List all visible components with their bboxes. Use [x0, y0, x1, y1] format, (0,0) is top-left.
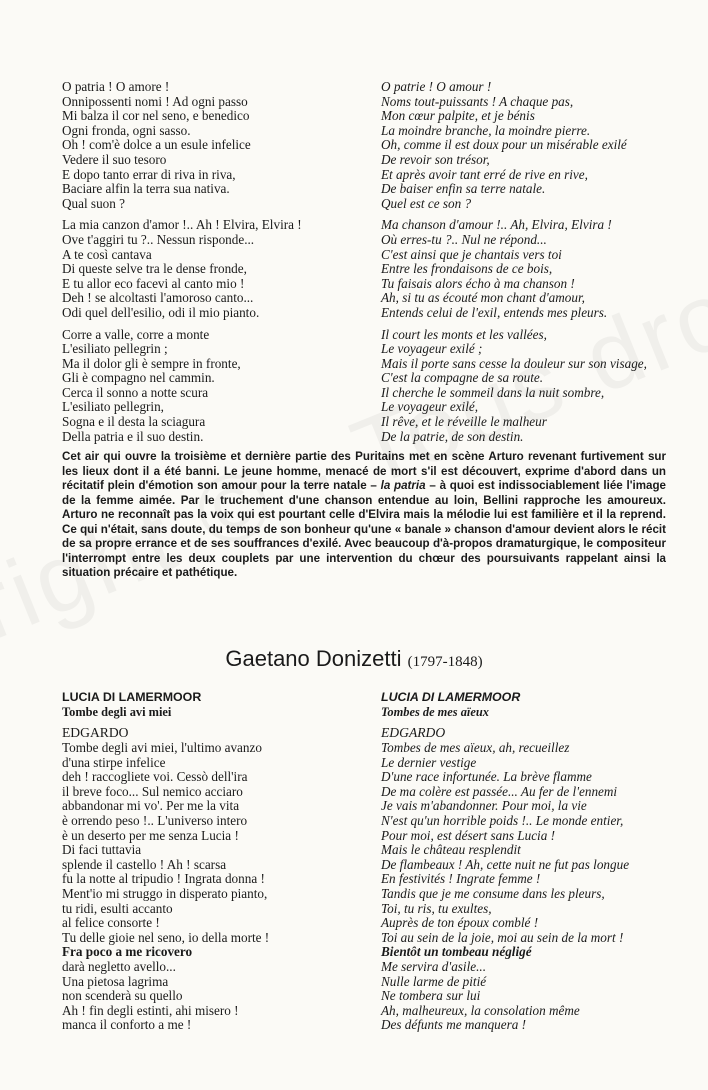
aria-title: Tombes de mes aïeux — [381, 705, 489, 719]
verse-line: Tombe degli avi miei, l'ultimo avanzo — [62, 740, 262, 755]
verse-line: Ma chanson d'amour !.. Ah, Elvira, Elvira ! — [381, 217, 612, 233]
commentary-emphasis: la patria — [380, 479, 426, 492]
verse-line: Je vais m'abandonner. Pour moi, la vie — [381, 798, 587, 814]
lucia-italian-text — [62, 690, 362, 1033]
verse-line: Ah, si tu as écouté mon chant d'amour, — [381, 290, 585, 306]
verse-line: O patria ! O amore ! — [62, 79, 170, 94]
verse-line: Ne tombera sur lui — [381, 988, 481, 1004]
verse-line: manca il conforto a me ! — [62, 1017, 192, 1033]
verse-line: Me servira d'asile... — [381, 958, 487, 974]
verse-line: Tu faisais alors écho à ma chanson ! — [381, 275, 575, 291]
verse-line: D'une race infortunée. La brève flamme — [381, 769, 592, 785]
verse-line: Ah ! fin degli estinti, ahi misero ! — [62, 1002, 239, 1018]
verse-line: Pour moi, est désert sans Lucia ! — [381, 827, 555, 843]
verse-line: Baciare alfin la terra sua nativa. — [62, 181, 230, 197]
verse-line: De la patrie, de son destin. — [381, 428, 524, 444]
verse-line: La moindre branche, la moindre pierre. — [381, 122, 591, 138]
verse-line: Auprès de ton époux comblé ! — [381, 915, 539, 931]
verse-line: Où erres-tu ?.. Nul ne répond... — [381, 231, 547, 247]
verse-line: A te così cantava — [62, 246, 152, 262]
verse-line: Le voyageur exilé ; — [381, 341, 483, 357]
commentary-text: – à quoi est indissociablement liée l'image de la femme aimée. Par le truchement d'une chanson entendue au loin, Bellini rapproche les amoureux. Arturo ne reconnaît pas la voix qui est pourtant celle d'Elvira mais la mélodie lui est familière et il la reprend. Ce qui n'était, sans doute, du temps de son bonheur qu'une « banale » chanson d'amour devient alors le récit de sa propre errance et de ses souffrances d'exilé. Avec beaucoup d'à-propos dramaturgique, le compositeur l'interrompt entre les deux couplets par une intervention du chœur des poursuivants rappelant ainsi la situation précaire et pathétique. — [62, 479, 666, 579]
verse-line: De ma colère est passée... Au fer de l'ennemi — [381, 783, 618, 799]
verse-line: La mia canzon d'amor !.. Ah ! Elvira, Elvira ! — [62, 217, 302, 233]
verse-line: Entends celui de l'exil, entends mes pleurs. — [381, 304, 608, 320]
verse-line: Odi quel dell'esilio, odi il mio pianto. — [62, 304, 260, 320]
verse-line: deh ! raccogliete voi. Cessò dell'ira — [62, 769, 248, 785]
verse-line: Tombes de mes aïeux, ah, recueillez — [381, 740, 570, 755]
verse-line: Sogna e il desta la sciagura — [62, 414, 206, 430]
stanza — [381, 328, 681, 445]
verse-line: Des défunts me manquera ! — [381, 1017, 527, 1033]
stanza — [62, 328, 362, 445]
lucia-french-text — [381, 690, 681, 1033]
verse-line: C'est ainsi que je chantais vers toi — [381, 246, 562, 262]
puritani-italian-text — [62, 80, 362, 451]
verse-line: E dopo tanto errar di riva in riva, — [62, 166, 236, 182]
verse-line: Ove t'aggiri tu ?.. Nessun risponde... — [62, 231, 255, 247]
verse-line: De baiser enfin sa terre natale. — [381, 181, 546, 197]
verse-line: N'est qu'un horrible poids !.. Le monde entier, — [381, 812, 624, 828]
verse-line: Oh, comme il est doux pour un misérable exilé — [381, 137, 627, 153]
verse-line: Nulle larme de pitié — [381, 973, 487, 989]
composer-heading — [0, 646, 708, 672]
verse-line: Gli è compagno nel cammin. — [62, 370, 215, 386]
verse-line: Il cherche le sommeil dans la nuit sombre, — [381, 384, 605, 400]
verse-line: En festivités ! Ingrate femme ! — [381, 871, 541, 887]
opera-title: LUCIA DI LAMERMOOR — [381, 690, 521, 704]
verse-line: Il court les monts et les vallées, — [381, 326, 547, 342]
commentary-paragraph — [62, 450, 666, 581]
verse-line: fu la notte al tripudio ! Ingrata donna ! — [62, 871, 265, 887]
verse-line: Di faci tuttavia — [62, 842, 142, 858]
verse-line: Il rêve, et le réveille le malheur — [381, 414, 547, 430]
stanza — [381, 218, 681, 320]
verse-line: Di queste selve tra le dense fronde, — [62, 261, 247, 277]
verse-line: O patrie ! O amour ! — [381, 79, 492, 94]
verse-line: Vedere il suo tesoro — [62, 151, 167, 167]
verse-line-bold: Bientôt un tombeau négligé — [381, 944, 532, 960]
verse-line: E tu allor eco facevi al canto mio ! — [62, 275, 245, 291]
verse-line: Oh ! com'è dolce a un esule infelice — [62, 137, 251, 153]
verse-line: L'esiliato pellegrin, — [62, 399, 164, 415]
verse-line: Toi, tu ris, tu exultes, — [381, 900, 492, 916]
verse-line: Mais il porte sans cesse la douleur sur son visage, — [381, 355, 647, 371]
verse-line: è un deserto per me senza Lucia ! — [62, 827, 239, 843]
verse-line: al felice consorte ! — [62, 915, 160, 931]
verse-line-bold: Fra poco a me ricovero — [62, 944, 193, 960]
commentary-text: Cet air qui ouvre la troisième et dernière partie des Puritains met en scène Arturo revenant furtivement sur les lieux dont il a été banni. Le jeune homme, menacé de mort s'il est découvert, exprime d'abord dans un récitatif plein d'émotion son amour pour la terre natale – — [62, 450, 666, 492]
verse-line: Corre a valle, corre a monte — [62, 326, 210, 342]
verse-line: tu ridi, esulti accanto — [62, 900, 173, 916]
composer-years: (1797-1848) — [407, 654, 483, 670]
verse-line: darà negletto avello... — [62, 958, 176, 974]
puritani-french-text — [381, 80, 681, 451]
character-name: EDGARDO — [62, 725, 129, 740]
verse-line: Quel est ce son ? — [381, 195, 472, 211]
verse-line: splende il castello ! Ah ! scarsa — [62, 856, 227, 872]
verse-line: L'esiliato pellegrin ; — [62, 341, 168, 357]
verse-line: abbandonar mi vo'. Per me la vita — [62, 798, 240, 814]
verse-line: Mais le château resplendit — [381, 842, 521, 858]
verse-line: Tandis que je me consume dans les pleurs, — [381, 885, 605, 901]
verse-line: non scenderà su quello — [62, 988, 183, 1004]
verse-line: Et après avoir tant erré de rive en rive, — [381, 166, 588, 182]
verse-line: è orrendo peso !.. L'universo intero — [62, 812, 248, 828]
stanza — [62, 80, 362, 211]
verse-line: De revoir son trésor, — [381, 151, 490, 167]
verse-line: Mi balza il cor nel seno, e benedico — [62, 108, 250, 124]
verse-line: Ah, malheureux, la consolation même — [381, 1002, 580, 1018]
composer-name: Gaetano Donizetti — [225, 646, 402, 671]
verse-line: Qual suon ? — [62, 195, 125, 211]
verse-line: Mon cœur palpite, et je bénis — [381, 108, 535, 124]
stanza — [381, 80, 681, 211]
verse-line: Noms tout-puissants ! A chaque pas, — [381, 93, 574, 109]
verse-line: Toi au sein de la joie, moi au sein de la mort ! — [381, 929, 624, 945]
verse-line: Le voyageur exilé, — [381, 399, 479, 415]
verse-line: Le dernier vestige — [381, 754, 477, 770]
verse-line: Ma il dolor gli è sempre in fronte, — [62, 355, 241, 371]
verse-line: Onnipossenti nomi ! Ad ogni passo — [62, 93, 248, 109]
aria-title: Tombe degli avi miei — [62, 705, 172, 719]
verse-line: d'una stirpe infelice — [62, 754, 166, 770]
stanza — [62, 218, 362, 320]
verse-line: il breve foco... Sul nemico acciaro — [62, 783, 243, 799]
verse-line: Tu delle gioie nel seno, io della morte ! — [62, 929, 270, 945]
verse-line: Cerca il sonno a notte scura — [62, 384, 209, 400]
verse-line: Entre les frondaisons de ce bois, — [381, 261, 553, 277]
opera-title: LUCIA DI LAMERMOOR — [62, 690, 202, 704]
verse-line: C'est la compagne de sa route. — [381, 370, 544, 386]
verse-line: Deh ! se alcoltasti l'amoroso canto... — [62, 290, 254, 306]
verse-line: Della patria e il suo destin. — [62, 428, 204, 444]
verse-line: Ogni fronda, ogni sasso. — [62, 122, 191, 138]
verse-line: Ment'io mi struggo in disperato pianto, — [62, 885, 268, 901]
verse-line: Una pietosa lagrima — [62, 973, 169, 989]
verse-line: De flambeaux ! Ah, cette nuit ne fut pas longue — [381, 856, 630, 872]
character-name: EDGARDO — [381, 725, 446, 740]
